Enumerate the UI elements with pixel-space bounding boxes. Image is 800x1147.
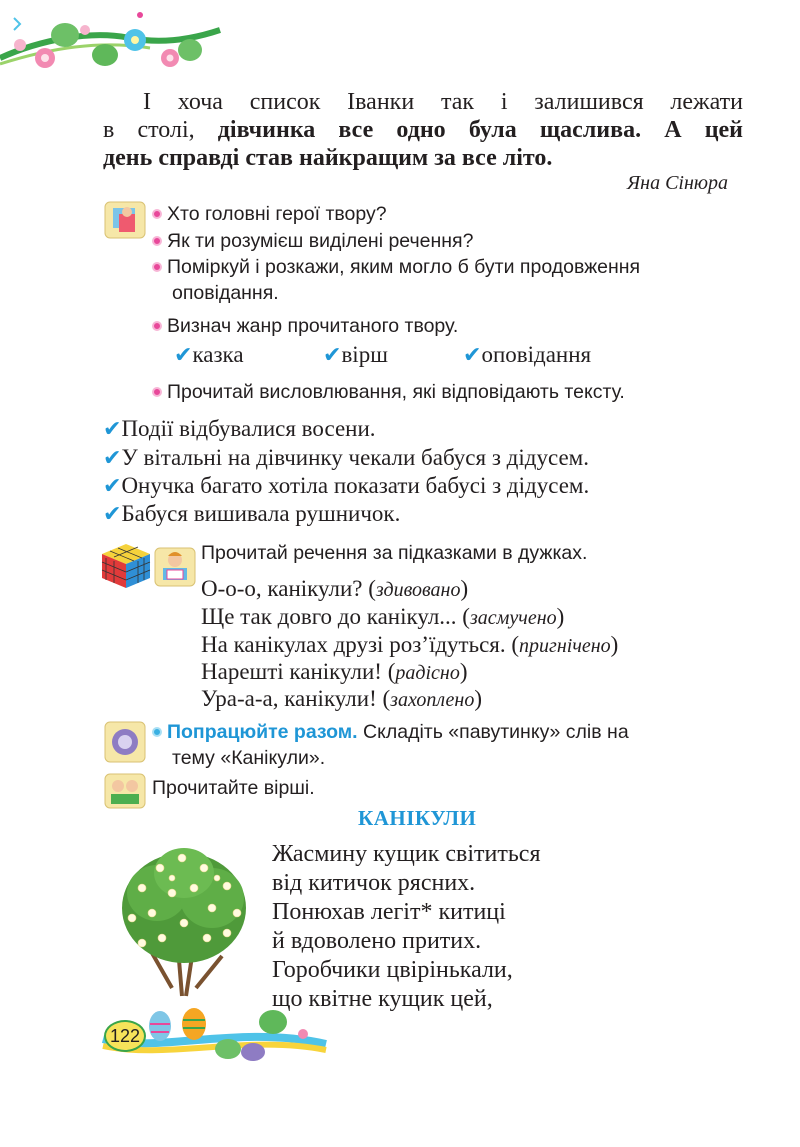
checkmark-icon: ✔ xyxy=(103,446,122,471)
teamwork-task-continued: тему «Канікули». xyxy=(172,747,326,769)
bullet-icon xyxy=(152,236,162,246)
story-line-3 xyxy=(103,144,743,172)
pair-work-icon xyxy=(103,720,147,764)
emotion-sentence-2: Ще так довго до канікул... (засмучено) xyxy=(201,604,565,629)
poem-line-6: що квітне кущик цей, xyxy=(272,986,493,1012)
genre-option-story[interactable]: ✔оповідання xyxy=(463,342,592,368)
checkmark-icon: ✔ xyxy=(103,474,122,499)
story-text xyxy=(103,88,743,172)
book-reading-icon xyxy=(103,198,147,242)
story-line-1: І хоча список Іванки так і залишився лежати xyxy=(143,89,743,115)
poem-line-4: й вдоволено притих. xyxy=(272,928,482,954)
bullet-icon xyxy=(152,321,162,331)
poem-line-5: Горобчики цвірінькали, xyxy=(272,957,513,983)
checkmark-icon: ✔ xyxy=(323,343,342,368)
statement-4[interactable]: ✔Бабуся вишивала рушничок. xyxy=(103,501,401,527)
emotion-sentence-1: О-о-о, канікули? (здивовано) xyxy=(201,576,469,601)
highlighted-sentence: день справді став найкращим за все літо. xyxy=(103,145,553,171)
bullet-icon xyxy=(152,387,162,397)
statement-1[interactable]: ✔Події відбувалися восени. xyxy=(103,416,376,442)
checkmark-icon: ✔ xyxy=(103,502,122,527)
emotions-instruction: Прочитай речення за підказками в дужках. xyxy=(201,542,588,564)
statement-3[interactable]: ✔Онучка багато хотіла показати бабусі з дідусем. xyxy=(103,473,590,499)
poem-title: КАНІКУЛИ xyxy=(358,806,477,830)
emotion-sentence-3: На канікулах друзі роз’їдуться. (пригнічено) xyxy=(201,632,619,657)
poem-line-2: від китичок рясних. xyxy=(272,870,476,896)
question-4: Визнач жанр прочитаного твору. xyxy=(152,314,458,339)
read-poems-instruction: Прочитайте вірші. xyxy=(152,777,315,799)
emotion-sentence-5: Ура-а-а, канікули! (захоплено) xyxy=(201,686,483,711)
genre-option-tale[interactable]: ✔казка xyxy=(174,342,244,368)
child-reading-icon xyxy=(153,544,197,590)
statement-2[interactable]: ✔У вітальні на дівчинку чекали бабуся з дідусем. xyxy=(103,445,589,471)
bullet-icon xyxy=(152,209,162,219)
poem-line-1: Жасмину кущик світиться xyxy=(272,841,541,867)
story-line-2: в столі, дівчинка все одно була щаслива. А цей xyxy=(103,117,743,143)
poem-line-3: Понюхав легіт* китиці xyxy=(272,899,506,925)
checkmark-icon: ✔ xyxy=(174,343,193,368)
rubiks-cube-icon xyxy=(100,542,152,590)
page-number: 122 xyxy=(104,1020,146,1052)
question-3: Поміркуй і розкажи, яким могло б бути продовження xyxy=(152,255,640,280)
genre-option-poem[interactable]: ✔вірш xyxy=(323,342,388,368)
checkmark-icon: ✔ xyxy=(463,343,482,368)
bullet-icon xyxy=(152,262,162,272)
question-5: Прочитай висловлювання, які відповідають тексту. xyxy=(152,380,625,405)
checkmark-icon: ✔ xyxy=(103,417,122,442)
highlighted-sentence: дівчинка все одно була щаслива. А цей xyxy=(217,117,743,143)
author-name: Яна Сінюра xyxy=(627,172,728,194)
question-3-continued: оповідання. xyxy=(172,282,279,304)
teamwork-task: Попрацюйте разом. Складіть «павутинку» слів на xyxy=(152,720,732,745)
question-1: Хто головні герої твору? xyxy=(152,202,387,227)
children-reading-icon xyxy=(103,772,147,810)
bullet-icon xyxy=(152,727,162,737)
question-2: Як ти розумієш виділені речення? xyxy=(152,229,473,254)
flower-garland-icon xyxy=(0,0,230,80)
emotion-sentence-4: Нарешті канікули! (радісно) xyxy=(201,659,468,684)
jasmine-bush-icon xyxy=(112,838,262,998)
